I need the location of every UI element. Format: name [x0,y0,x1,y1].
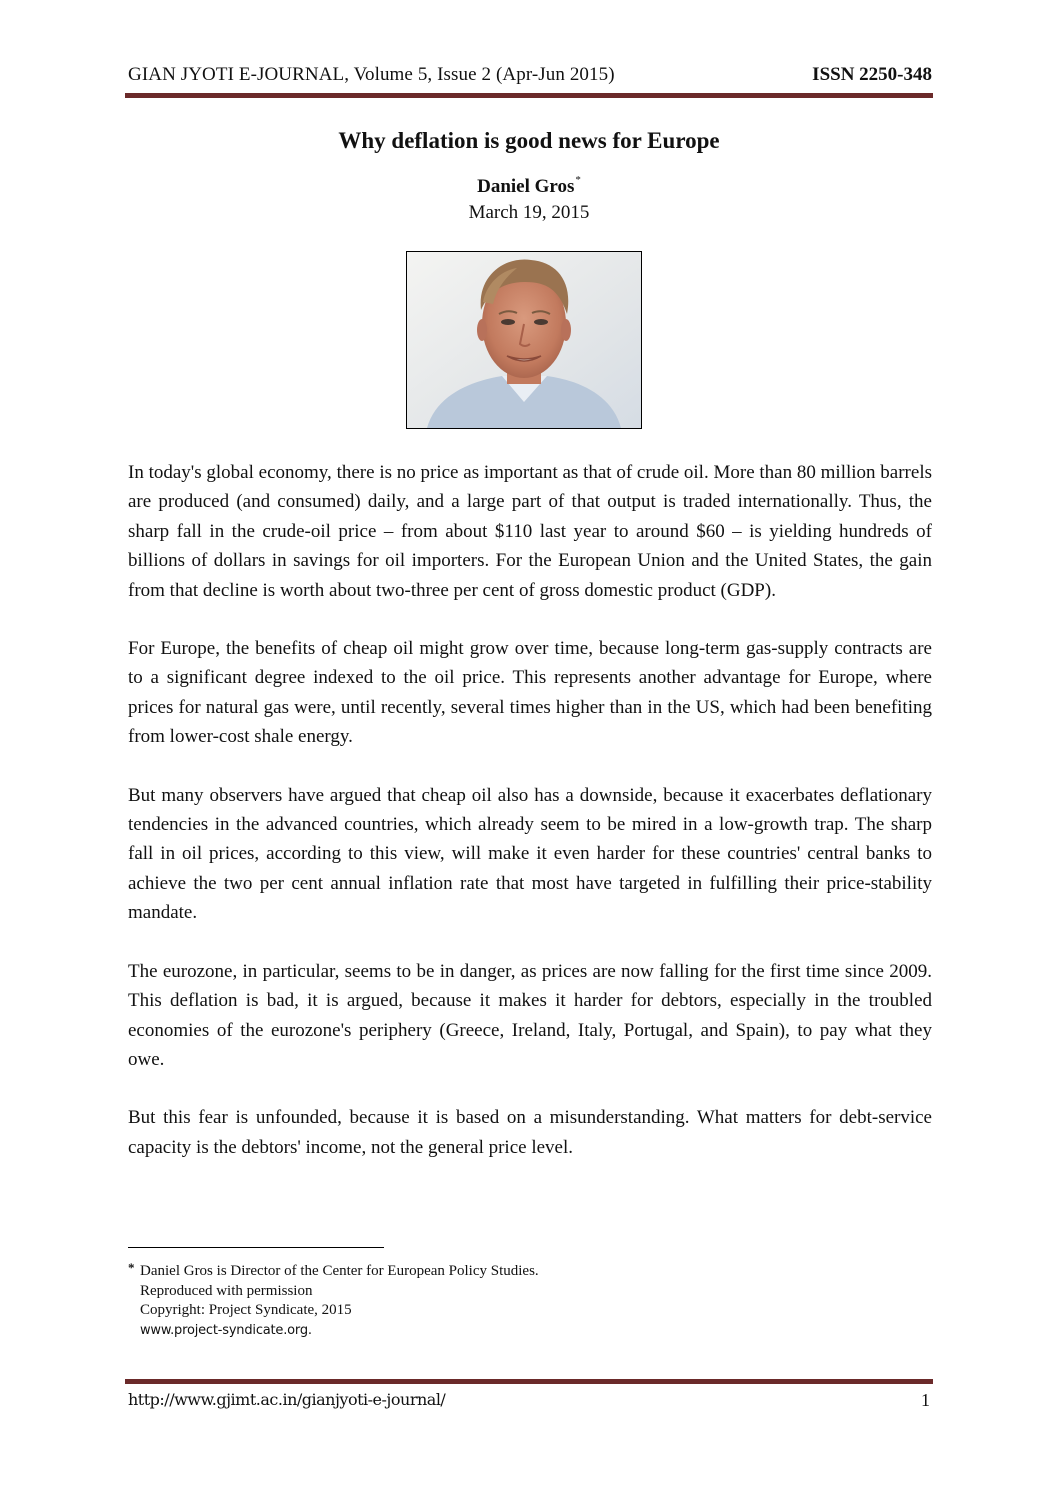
page-number: 1 [921,1390,930,1410]
paragraph: But many observers have argued that cheap oil also has a downside, because it exacerbates deflationary tendencies in the advanced countries, which already seem to be mired in a low-growth trap. The sharp fall in oil prices, according to this view, will make it even harder for these countries' central banks to achieve the two per cent annual inflation rate that most have targeted in fulfilling their price-stability mandate. [128,784,932,924]
article-body [128,458,932,1191]
issn-label: ISSN 2250-348 [812,64,932,85]
footnote-mark: * [128,1260,135,1275]
author-line [0,174,1058,198]
author-photo [406,251,642,429]
article-title: Why deflation is good news for Europe [338,128,720,153]
footnote-copyright: Copyright: Project Syndicate, 2015 [140,1302,352,1318]
author-name: Daniel Gros [477,176,575,197]
paragraph: But this fear is unfounded, because it is based on a misunderstanding. What matters for debt-service capacity is the debtors' income, not the general price level. [128,1107,932,1158]
header-rule [125,93,933,98]
footnote-separator [128,1247,384,1248]
footnote [128,1262,539,1340]
page-footer [128,1390,932,1414]
paragraph: For Europe, the benefits of cheap oil might grow over time, because long-term gas-supply contracts are to a significant degree indexed to the oil price. This represents another advantage for Europe, where prices for natural gas were, until recently, several times higher than in the US, which had been benefiting from lower-cost shale energy. [128,638,932,748]
author-portrait-image [407,252,641,428]
footnote-source-link[interactable]: www.project-syndicate.org. [140,1322,312,1338]
footer-rule [125,1379,933,1384]
page-header [128,64,932,90]
footnote-permission: Reproduced with permission [140,1282,313,1299]
paragraph: The eurozone, in particular, seems to be in danger, as prices are now falling for the first time since 2009. This deflation is bad, it is argued, because it makes it harder for debtors, especially in the troubled economies of the eurozone's periphery (Greece, Ireland, Italy, Portugal, and Spain), to pay what they owe. [128,960,932,1070]
paragraph: In today's global economy, there is no price as important as that of crude oil. More than 80 million barrels are produced (and consumed) daily, and a large part of that output is traded internationally. Thus, the sharp fall in the crude-oil price – from about $110 last year to around $60 – is yielding hundreds of billions of dollars in savings for oil importers. For the European Union and the United States, the gain from that decline is worth about two-three per cent of gross domestic product (GDP). [128,462,932,601]
journal-name: GIAN JYOTI E-JOURNAL, Volume 5, Issue 2 (Apr-Jun 2015) [128,64,615,85]
footnote-author-bio: Daniel Gros is Director of the Center for European Policy Studies. [140,1263,539,1279]
journal-url-link[interactable]: http://www.gjimt.ac.in/gianjyoti-e-journal/ [128,1390,446,1409]
article-date: March 19, 2015 [468,202,590,223]
author-footnote-mark[interactable]: * [575,174,581,186]
